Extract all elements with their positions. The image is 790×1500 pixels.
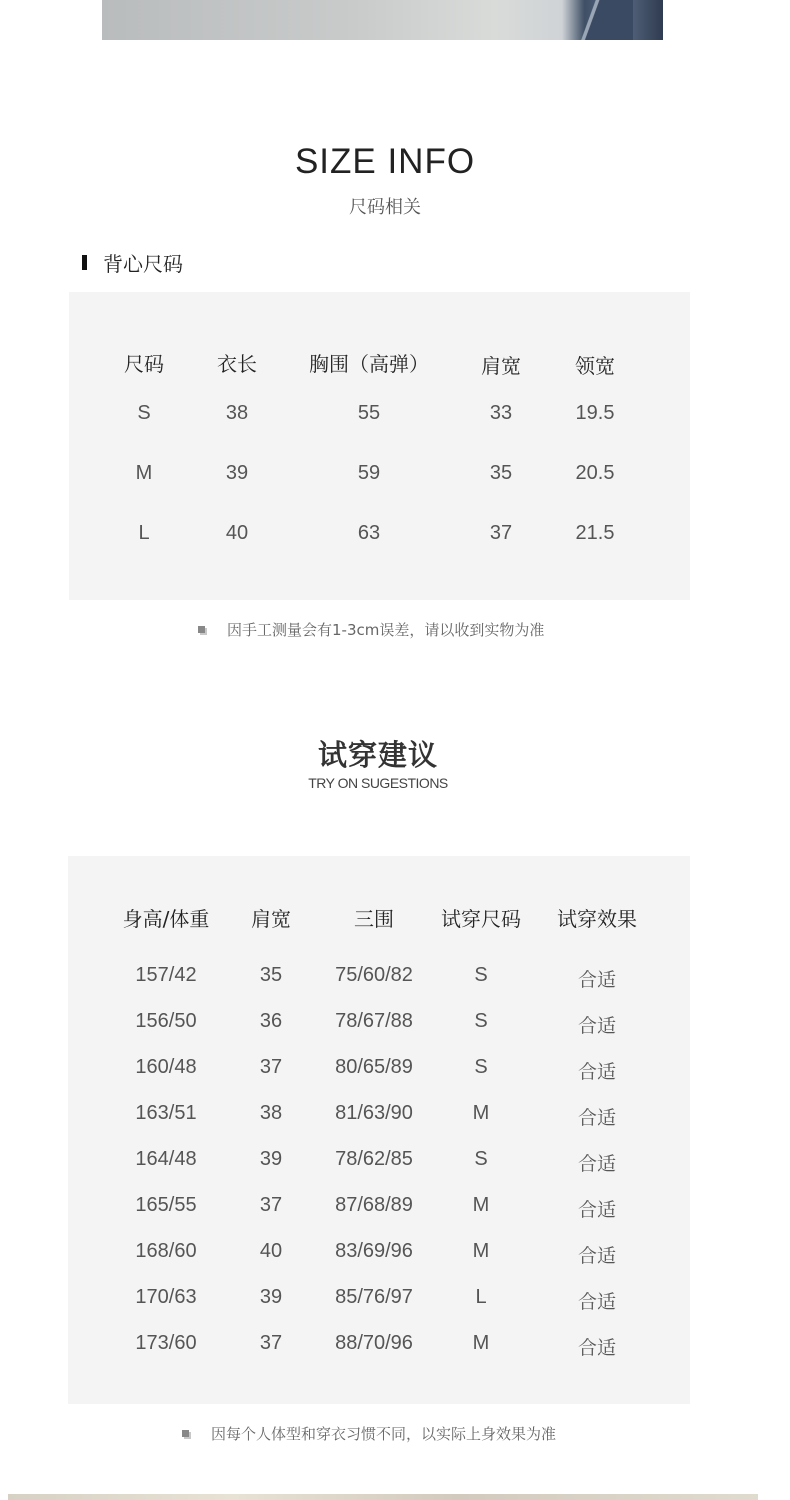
table-cell: 20.5 <box>575 462 615 484</box>
table-cell: 38 <box>259 1102 283 1124</box>
try-on-title: 试穿建议 <box>317 738 438 772</box>
fit-note <box>182 1423 556 1444</box>
table-cell: L <box>475 1286 487 1308</box>
table-cell: S <box>474 1056 488 1078</box>
table-cell: 39 <box>225 462 249 484</box>
table-cell: M <box>472 1194 490 1216</box>
table-cell: S <box>474 1148 488 1170</box>
size-info-subtitle: 尺码相关 <box>349 197 421 218</box>
fit-note-text: 因每个人体型和穿衣习惯不同，以实际上身效果为准 <box>211 1425 557 1443</box>
table-cell: 165/55 <box>135 1194 197 1216</box>
product-photo-top <box>102 0 663 40</box>
table-cell: M <box>135 462 153 484</box>
section-bar-icon <box>82 255 87 270</box>
size-table <box>69 292 690 600</box>
fabric-fold <box>573 0 633 40</box>
table-cell: 合适 <box>577 1291 617 1313</box>
table-cell: S <box>474 1010 488 1032</box>
product-photo-bottom <box>8 1494 758 1500</box>
table-cell: 合适 <box>577 1337 617 1359</box>
table-cell: 合适 <box>577 1199 617 1221</box>
try-header-measurements: 三围 <box>354 907 394 931</box>
table-cell: 173/60 <box>135 1332 197 1354</box>
note-bullet-icon <box>182 1430 189 1437</box>
size-header-shoulder: 肩宽 <box>481 354 521 378</box>
table-cell: 87/68/89 <box>335 1194 413 1216</box>
table-cell: 59 <box>357 462 381 484</box>
table-cell: S <box>137 402 151 424</box>
table-cell: L <box>138 522 150 544</box>
table-cell: 39 <box>259 1286 283 1308</box>
table-cell: M <box>472 1240 490 1262</box>
table-cell: 35 <box>489 462 513 484</box>
table-cell: 39 <box>259 1148 283 1170</box>
table-cell: 163/51 <box>135 1102 197 1124</box>
table-cell: 36 <box>259 1010 283 1032</box>
table-cell: 37 <box>259 1056 283 1078</box>
table-cell: 170/63 <box>135 1286 197 1308</box>
table-cell: 55 <box>357 402 381 424</box>
table-cell: 合适 <box>577 1153 617 1175</box>
table-cell: 合适 <box>577 969 617 991</box>
table-cell: 37 <box>489 522 513 544</box>
table-cell: 合适 <box>577 1245 617 1267</box>
table-cell: 83/69/96 <box>335 1240 413 1262</box>
table-cell: 85/76/97 <box>335 1286 413 1308</box>
measurement-note <box>198 619 544 640</box>
table-cell: 63 <box>357 522 381 544</box>
table-cell: 75/60/82 <box>335 964 413 986</box>
section-label <box>82 248 183 277</box>
try-on-subtitle: TRY ON SUGESTIONS <box>308 775 448 791</box>
table-cell: 78/67/88 <box>335 1010 413 1032</box>
table-cell: S <box>474 964 488 986</box>
section-label-text: 背心尺码 <box>103 252 183 276</box>
try-on-table <box>68 856 690 1404</box>
table-cell: 80/65/89 <box>335 1056 413 1078</box>
table-cell: 88/70/96 <box>335 1332 413 1354</box>
try-header-shoulder: 肩宽 <box>251 907 291 931</box>
size-header-size: 尺码 <box>124 352 164 376</box>
table-cell: 168/60 <box>135 1240 197 1262</box>
table-cell: 38 <box>225 402 249 424</box>
table-cell: 164/48 <box>135 1148 197 1170</box>
table-cell: 156/50 <box>135 1010 197 1032</box>
measurement-note-text: 因手工测量会有1-3cm误差，请以收到实物为准 <box>227 621 545 639</box>
table-cell: 37 <box>259 1332 283 1354</box>
table-cell: 35 <box>259 964 283 986</box>
table-cell: 合适 <box>577 1061 617 1083</box>
table-cell: 21.5 <box>575 522 615 544</box>
size-header-bust: 胸围（高弹） <box>309 352 429 376</box>
table-cell: 37 <box>259 1194 283 1216</box>
table-cell: 33 <box>489 402 513 424</box>
table-cell: M <box>472 1102 490 1124</box>
size-header-length: 衣长 <box>217 352 257 376</box>
try-header-size: 试穿尺码 <box>441 907 521 931</box>
table-cell: 40 <box>225 522 249 544</box>
table-cell: 78/62/85 <box>335 1148 413 1170</box>
table-cell: 合适 <box>577 1107 617 1129</box>
table-cell: 19.5 <box>575 402 615 424</box>
size-info-title: SIZE INFO <box>294 142 476 181</box>
table-cell: 157/42 <box>135 964 197 986</box>
table-cell: 81/63/90 <box>335 1102 413 1124</box>
table-cell: 160/48 <box>135 1056 197 1078</box>
table-cell: 40 <box>259 1240 283 1262</box>
table-cell: M <box>472 1332 490 1354</box>
note-bullet-icon <box>198 626 205 633</box>
try-header-height-weight: 身高/体重 <box>122 907 210 931</box>
table-cell: 合适 <box>577 1015 617 1037</box>
size-header-neck: 领宽 <box>575 354 615 378</box>
try-header-effect: 试穿效果 <box>557 907 637 931</box>
